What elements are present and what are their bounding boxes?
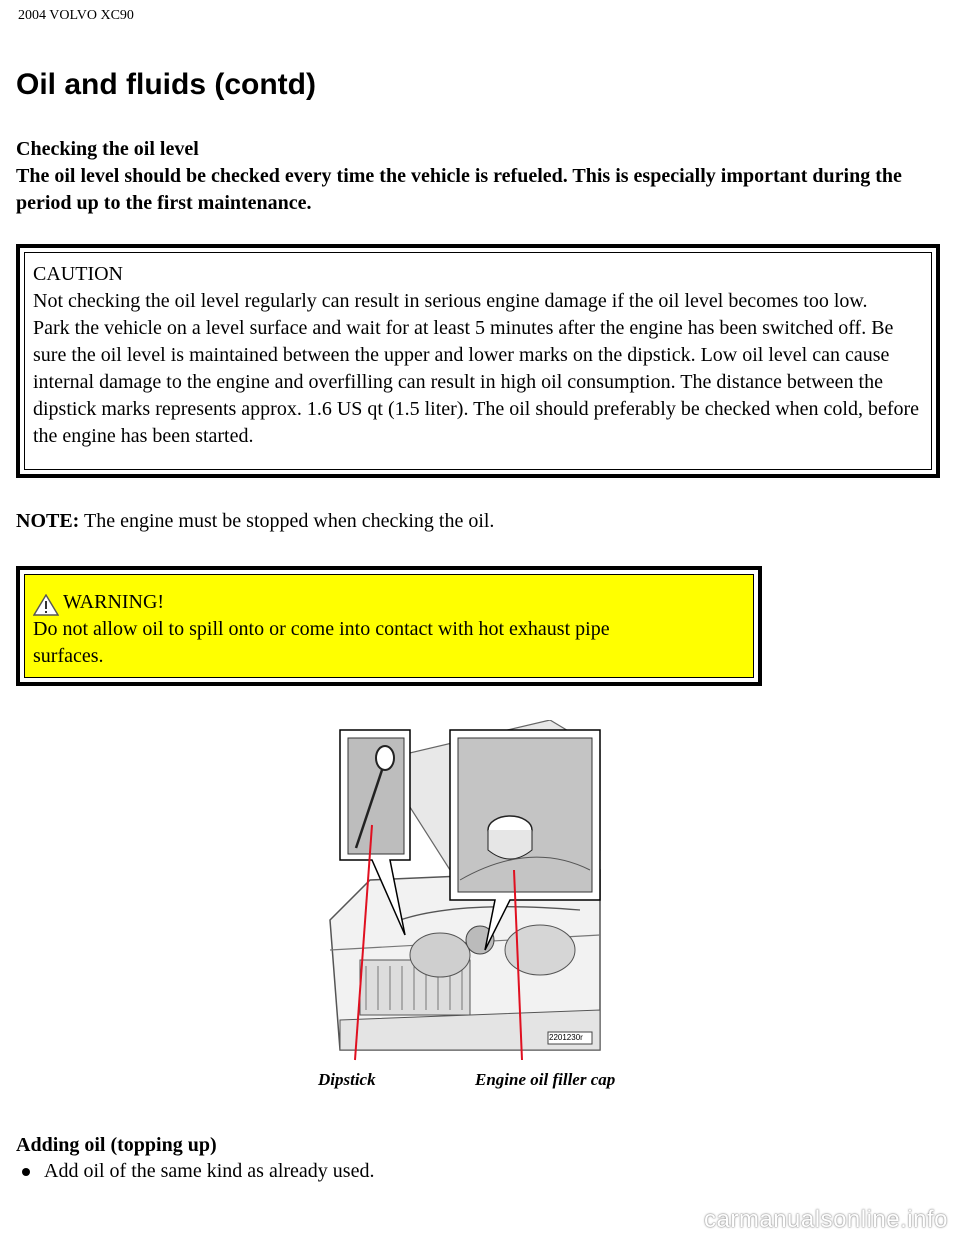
- list-item: [16, 1160, 374, 1183]
- figure-caption-filler-cap: Engine oil filler cap: [475, 1070, 616, 1089]
- bullet-icon: [22, 1168, 30, 1176]
- intro-section: [16, 136, 936, 217]
- warning-content: [24, 574, 754, 678]
- watermark: carmanualsonline.info: [704, 1206, 948, 1233]
- note-text: The engine must be stopped when checking the oil.: [79, 510, 495, 532]
- caution-label: CAUTION: [33, 263, 123, 285]
- engine-bay-drawing: [300, 720, 660, 1110]
- warning-triangle-icon: [33, 594, 59, 616]
- note-line: [16, 508, 494, 535]
- list-item-text: Add oil of the same kind as already used.: [44, 1160, 375, 1182]
- intro-heading: Checking the oil level: [16, 138, 199, 160]
- caution-text-1: Not checking the oil level regularly can result in serious engine damage if the oil level becomes too low.: [33, 290, 868, 312]
- warning-label: WARNING!: [63, 591, 165, 613]
- figure-code: 2201230r: [549, 1033, 583, 1042]
- adding-oil-heading: Adding oil (topping up): [16, 1134, 217, 1156]
- warning-box: [16, 566, 762, 686]
- caution-box: [16, 244, 940, 478]
- intro-text: The oil level should be checked every time the vehicle is refueled. This is especially important during the period up to the first maintenance.: [16, 165, 902, 214]
- engine-bay-illustration: [300, 720, 660, 1110]
- caution-text-2: Park the vehicle on a level surface and wait for at least 5 minutes after the engine has been switched off. Be sure the oil level is maintained between the upper and lower marks on the dipstick. Low oil level can cause internal damage to the engine and overfilling can result in high oil consumption. The distance between the dipstick marks represents approx. 1.6 US qt (1.5 liter). The oil should preferably be checked when cold, before the engine has been started.: [33, 317, 920, 447]
- adding-oil-list: [16, 1160, 374, 1183]
- caution-content: [24, 252, 932, 470]
- page-title: Oil and fluids (contd): [16, 68, 316, 101]
- document-header-title: 2004 VOLVO XC90: [18, 8, 134, 23]
- figure-caption-dipstick: Dipstick: [318, 1070, 376, 1089]
- warning-text: Do not allow oil to spill onto or come into contact with hot exhaust pipe surfaces.: [33, 618, 610, 667]
- warning-heading: [33, 589, 745, 616]
- note-label: NOTE:: [16, 510, 80, 532]
